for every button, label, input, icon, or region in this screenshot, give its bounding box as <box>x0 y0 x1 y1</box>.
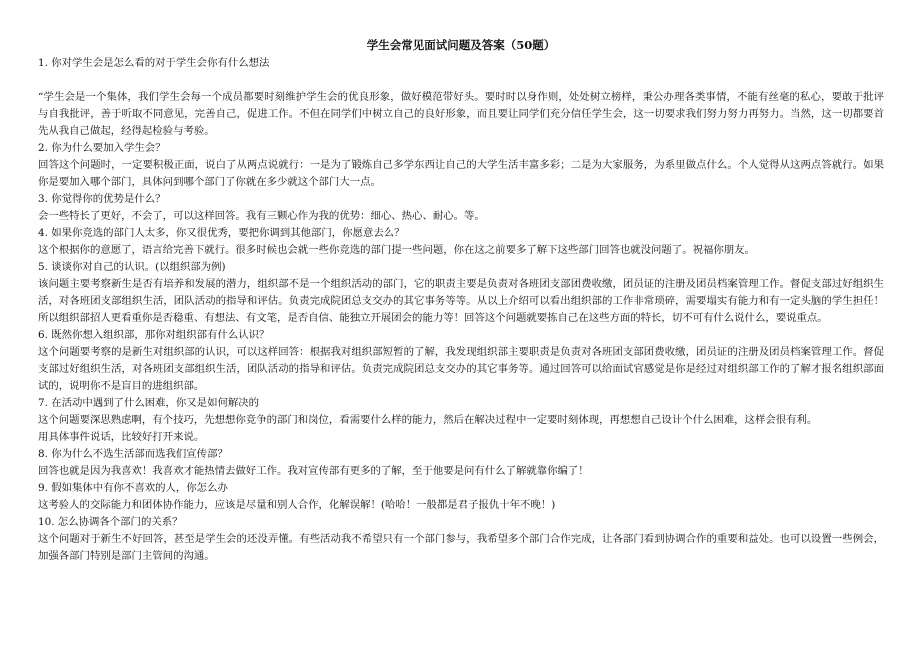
document-body <box>38 55 884 565</box>
answer-paragraph: 用具体事件说话，比较好打开来说。 <box>38 431 205 443</box>
question-heading: 9. 假如集体中有你不喜欢的人，你怎么办 <box>38 482 228 494</box>
answer-paragraph: 这考验人的交际能力和团体协作能力，应该是尽量和别人合作，化解误解！(哈哈！一般都是君子报仇十年不晚！) <box>38 499 556 511</box>
question-heading: 8. 你为什么不选生活部而选我们宣传部？ <box>38 448 228 460</box>
answer-paragraph: 该问题主要考察新生是否有培养和发展的潜力，组织部不是一个组织活动的部门，它的职责主要是负责对各班团支部团费收缴，团员证的注册及团员档案管理工作。督促支部过好组织生活，对各班团支部组织生活，团队活动的指导和评估。负责完成院团总支交办的其它事务等等。从以上介绍可以看出组织部的工作非常琐碎，需要塌实有能力和有一定头脑的学生担任！所以组织部招人更看重你是否稳重、有想法、有文笔，是否自信、能独立开展团会的能力等！回答这个问题就要拣自己在这些方面的特长，切不可有什么说什么，要说重点。 <box>38 278 884 324</box>
blank-line <box>38 72 884 89</box>
answer-paragraph: 会一些特长了更好，不会了，可以这样回答。我有三颗心作为我的优势：细心、热心、耐心。等。 <box>38 210 485 222</box>
answer-paragraph: 这个问题对于新生不好回答，甚至是学生会的还没弄懂。有些活动我不希望只有一个部门参与，我希望多个部门合作完成，让各部门看到协调合作的重要和益处。也可以设置一些例会，加强各部门特别是部门主管间的沟通。 <box>38 533 884 562</box>
answer-paragraph: “学生会是一个集体，我们学生会每一个成员都要时刻维护学生会的优良形象，做好模范带好头。要时时以身作则，处处树立榜样，秉公办理各类事情，不能有丝毫的私心，要敢于批评与自我批评，善于听取不同意见，完善自己，促进工作。不但在同学们中树立自己的良好形象，而且要让同学们充分信任学生会，这一切要求我们努力努力再努力。当然，这一切都要首先从我自己做起，经得起检验与考验。 <box>38 91 884 137</box>
document-title: 学生会常见面试问题及答案（50题） <box>366 38 556 52</box>
question-heading: 1. 你对学生会是怎么看的对于学生会你有什么想法 <box>38 57 270 69</box>
question-heading: 2. 你为什么要加入学生会？ <box>38 142 166 154</box>
question-heading: 6. 既然你想入组织部，那你对组织部有什么认识？ <box>38 329 270 341</box>
answer-paragraph: 回答也就是因为我喜欢！我喜欢才能热情去做好工作。我对宣传部有更多的了解，至于他要是问有什么了解就靠你编了！ <box>38 465 589 477</box>
question-heading: 5. 谈谈你对自己的认识。(以组织部为例) <box>38 261 226 273</box>
question-heading: 10. 怎么协调各个部门的关系？ <box>38 516 183 528</box>
question-heading: 3. 你觉得你的优势是什么？ <box>38 193 166 205</box>
answer-paragraph: 这个问题要深思熟虑啊，有个技巧，先想想你竞争的部门和岗位，看需要什么样的能力，然后在解决过程中一定要时刻体现，再想想自己设计个什么困难，这样会很有利。 <box>38 414 818 426</box>
answer-paragraph: 回答这个问题时，一定要积极正面，说白了从两点说就行：一是为了锻炼自己多学东西让自己的大学生活丰富多彩；二是为大家服务，为系里做点什么。个人觉得从这两点答就行。如果你是要加入哪个部门，具体问到哪个部门了你就在多少就这个部门大一点。 <box>38 159 884 188</box>
answer-paragraph: 这个问题要考察的是新生对组织部的认识，可以这样回答：根据我对组织部短暂的了解，我发现组织部主要职责是负责对各班团支部团费收缴，团员证的注册及团员档案管理工作。督促支部过好组织生活，对各班团支部组织生活，团队活动的指导和评估。负责完成院团总支交办的其它事务等。通过回答可以给面试官感觉是你是经过对组织部工作的了解才报名组织部面试的，说明你不是盲目的进组织部。 <box>38 346 884 392</box>
question-heading: 7. 在活动中遇到了什么困难，你又是如何解决的 <box>38 397 260 409</box>
answer-paragraph: 这个根据你的意愿了，语言给完善下就行。很多时候也会就一些你竞选的部门提一些问题，你在这之前要多了解下这些部门回答也就没问题了。祝福你朋友。 <box>38 244 755 256</box>
question-heading: 4. 如果你竞选的部门人太多，你又很优秀，要把你调到其他部门，你愿意去么？ <box>38 227 405 239</box>
